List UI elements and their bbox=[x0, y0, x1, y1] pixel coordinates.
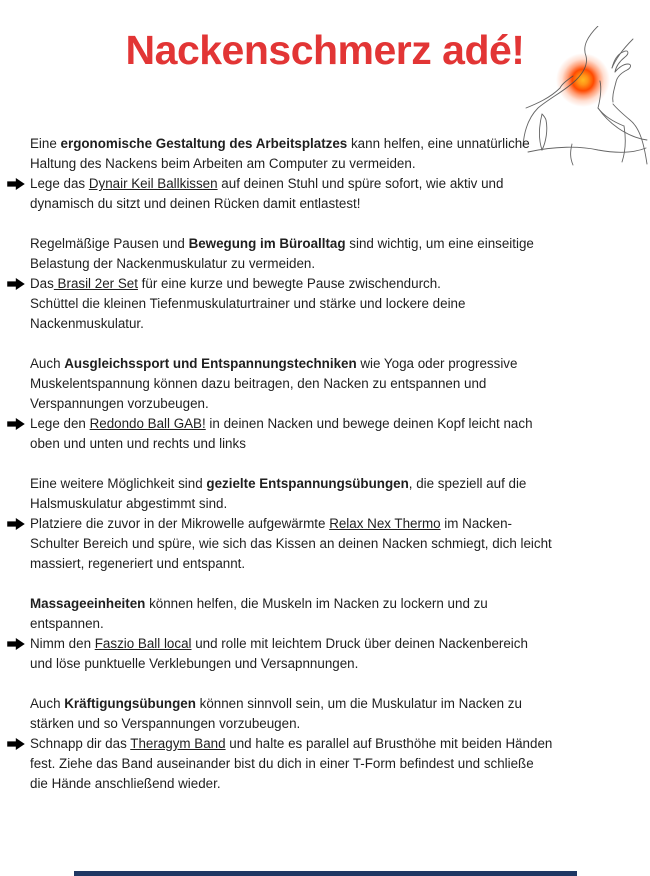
arrow-right-icon bbox=[7, 278, 25, 290]
advice-section bbox=[30, 354, 622, 454]
arrow-right-icon bbox=[7, 738, 25, 750]
pain-glow-icon bbox=[556, 53, 610, 107]
product-tip-text: Nimm den Faszio Ball local und rolle mit leichtem Druck über deinen Nackenbereich und löse punktuelle Verklebungen und Versapnnungen. bbox=[30, 636, 528, 671]
advice-intro-text: Regelmäßige Pausen und Bewegung im Büroalltag sind wichtig, um eine einseitige Belastung der Nackenmuskulatur zu vermeiden. bbox=[30, 236, 534, 271]
advice-section bbox=[30, 134, 622, 214]
page-title: Nackenschmerz adé! bbox=[125, 27, 525, 73]
footer-bar bbox=[74, 871, 577, 876]
advice-intro-text: Auch Kräftigungsübungen können sinnvoll sein, um die Muskulatur im Nacken zu stärken und so Verspannungen vorzubeugen. bbox=[30, 696, 522, 731]
advice-section bbox=[30, 234, 622, 334]
advice-intro-text: Eine ergonomische Gestaltung des Arbeitsplatzes kann helfen, eine unnatürliche Haltung des Nackens beim Arbeiten am Computer zu vermeiden. bbox=[30, 136, 530, 171]
product-tip-text: Lege das Dynair Keil Ballkissen auf deinen Stuhl und spüre sofort, wie aktiv und dynamisch du sitzt und deinen Rücken damit entlastest! bbox=[30, 176, 504, 211]
advice-intro-text: Massageeinheiten können helfen, die Muskeln im Nacken zu lockern und zu entspannen. bbox=[30, 596, 488, 631]
product-tip bbox=[30, 514, 622, 574]
advice-content bbox=[30, 134, 622, 814]
arrow-right-icon bbox=[7, 638, 25, 650]
arrow-right-icon bbox=[7, 178, 25, 190]
product-tip-text: Platziere die zuvor in der Mikrowelle aufgewärmte Relax Nex Thermo im Nacken- Schulter Bereich und spüre, wie sich das Kissen an deinen Nacken schmiegt, dich leicht massiert, regeneriert und entspannt. bbox=[30, 516, 552, 571]
advice-intro-text: Auch Ausgleichssport und Entspannungstechniken wie Yoga oder progressive Muskelentspannung können dazu beitragen, den Nacken zu entspannen und Verspannungen vorzubeugen. bbox=[30, 356, 518, 411]
arrow-right-icon bbox=[7, 518, 25, 530]
advice-section bbox=[30, 694, 622, 794]
advice-intro-text: Eine weitere Möglichkeit sind gezielte Entspannungsübungen, die speziell auf die Halsmuskulatur abgestimmt sind. bbox=[30, 476, 527, 511]
advice-section bbox=[30, 594, 622, 674]
product-tip-text: Schnapp dir das Theragym Band und halte es parallel auf Brusthöhe mit beiden Händen fest. Ziehe das Band auseinander bist du dich in einer T-Form befindest und schließe die Hände anschließend wieder. bbox=[30, 736, 553, 791]
product-tip-text: Das Brasil 2er Set für eine kurze und bewegte Pause zwischendurch. Schüttel die kleinen Tiefenmuskulaturtrainer und stärke und lockere deine Nackenmuskulatur. bbox=[30, 276, 466, 331]
product-tip bbox=[30, 274, 622, 334]
product-tip bbox=[30, 174, 622, 214]
advice-section bbox=[30, 474, 622, 574]
product-tip bbox=[30, 414, 622, 454]
product-tip-text: Lege den Redondo Ball GAB! in deinen Nacken und bewege deinen Kopf leicht nach oben und unten und rechts und links bbox=[30, 416, 533, 451]
product-tip bbox=[30, 734, 622, 794]
product-tip bbox=[30, 634, 622, 674]
arrow-right-icon bbox=[7, 418, 25, 430]
